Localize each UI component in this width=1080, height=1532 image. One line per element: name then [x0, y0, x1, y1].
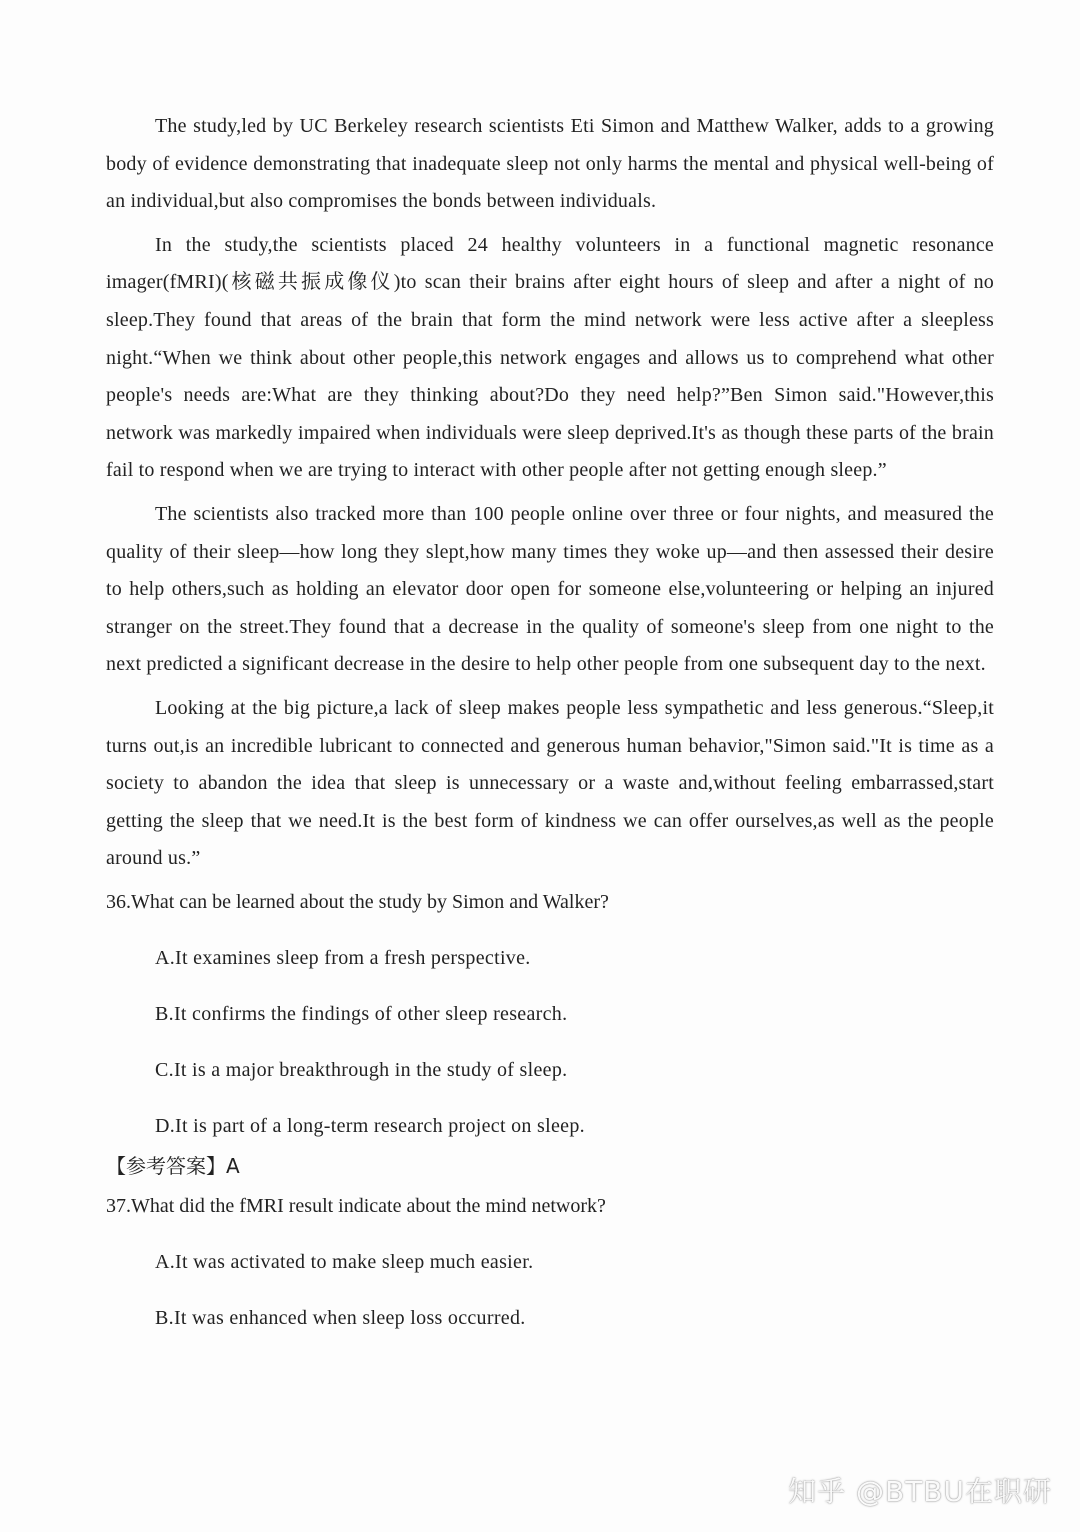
question-37-options: [106, 1234, 994, 1346]
zhihu-watermark: 知乎 @BTBU在职研: [788, 1475, 1052, 1508]
question-36-stem: 36.What can be learned about the study by Simon and Walker?: [106, 890, 609, 913]
question-36-option-b: B.It confirms the findings of other sleep research.: [155, 1002, 568, 1025]
page-content: [106, 108, 994, 1346]
passage-paragraph-3: The scientists also tracked more than 100 people online over three or four nights, and measured the quality of their sleep—how long they slept,how many times they woke up—and then assessed their desire to help others,such as holding an elevator door open for someone else,volunteering or helping an injured stranger on the street.They found that a decrease in the quality of someone's sleep from one night to the next predicted a significant decrease in the desire to help other people from one subsequent day to the next.: [106, 502, 994, 676]
question-37-stem: 37.What did the fMRI result indicate about the mind network?: [106, 1194, 606, 1217]
question-37-option-a: A.It was activated to make sleep much easier.: [155, 1250, 534, 1273]
passage-paragraph-1: The study,led by UC Berkeley research scientists Eti Simon and Matthew Walker, adds to a growing body of evidence demonstrating that inadequate sleep not only harms the mental and physical well-being of an individual,but also compromises the bonds between individuals.: [106, 115, 994, 213]
answer-value: A: [226, 1153, 240, 1178]
passage-paragraph-2: In the study,the scientists placed 24 healthy volunteers in a functional magnetic resonance imager(fMRI)(核磁共振成像仪)to scan their brains after eight hours of sleep and after a night of no sleep.They found that areas of the brain that form the mind network were less active after a sleepless night.“When we think about other people,this network engages and allows us to comprehend what other people's needs are:What are they thinking about?Do they need help?”Ben Simon said."However,this network was markedly impaired when individuals were sleep deprived.It's as though these parts of the brain fail to respond when we are trying to interact with other people after not getting enough sleep.”: [106, 233, 994, 482]
question-36-options: [106, 930, 994, 1154]
question-36-option-d: D.It is part of a long-term research project on sleep.: [155, 1114, 585, 1137]
question-36-option-c: C.It is a major breakthrough in the study of sleep.: [155, 1058, 568, 1081]
question-37-option-b: B.It was enhanced when sleep loss occurred.: [155, 1306, 526, 1329]
answer-label: 【参考答案】: [106, 1153, 226, 1178]
passage-paragraph-4: Looking at the big picture,a lack of sleep makes people less sympathetic and less generous.“Sleep,it turns out,is an incredible lubricant to connected and generous human behavior,"Simon said."It is time as a society to abandon the idea that sleep is unnecessary or a waste and,without feeling embarrassed,start getting the sleep that we need.It is the best form of kindness we can offer ourselves,as well as the people around us.”: [106, 696, 994, 870]
question-36-option-a: A.It examines sleep from a fresh perspective.: [155, 946, 531, 969]
